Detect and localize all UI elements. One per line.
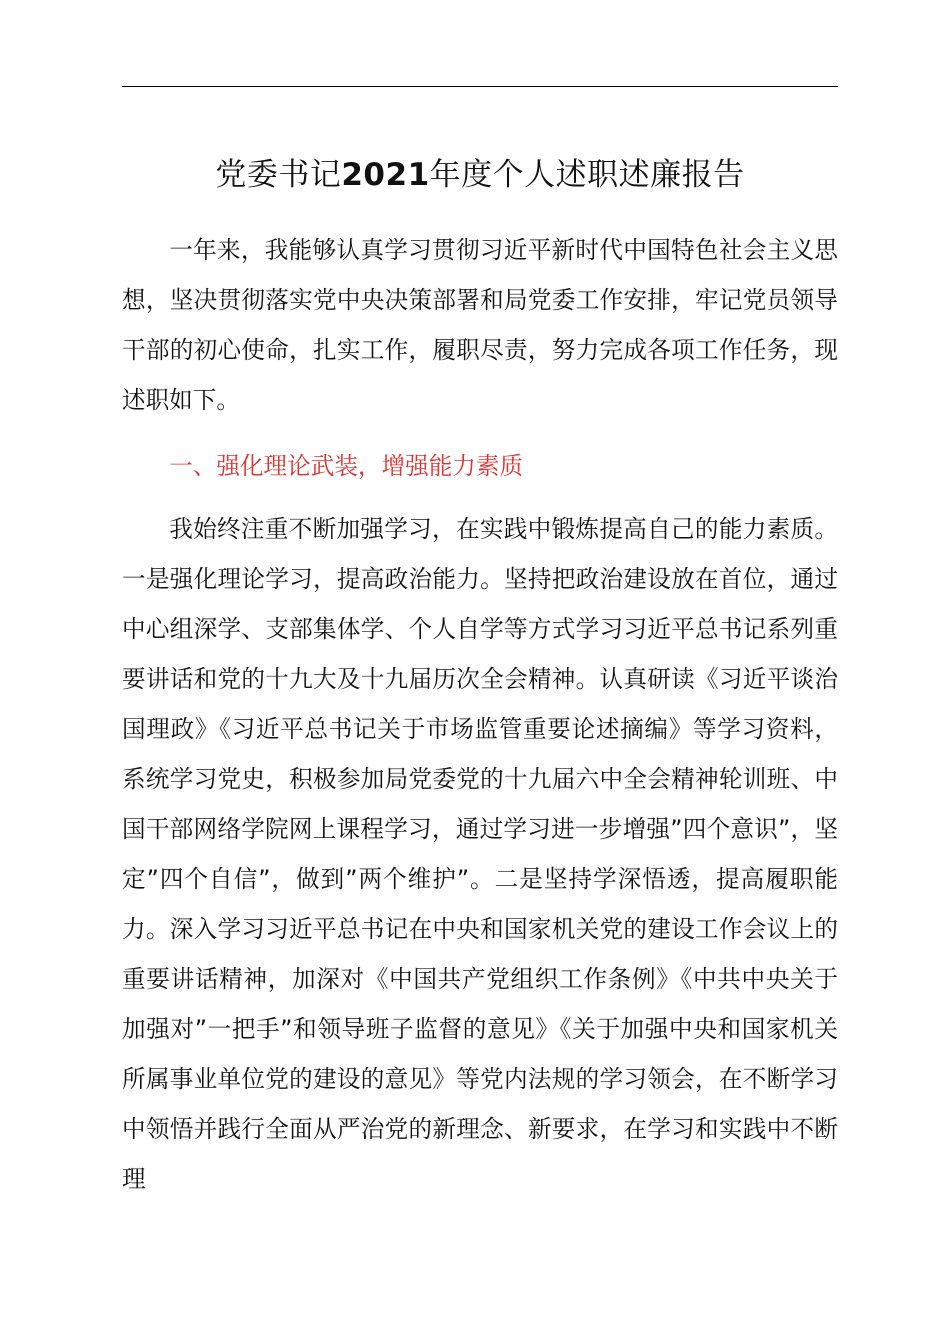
header-rule — [122, 86, 838, 87]
section-heading: 一、强化理论武装，增强能力素质 — [169, 452, 524, 480]
intro-paragraph: 一年来，我能够认真学习贯彻习近平新时代中国特色社会主义思想，坚决贯彻落实党中央决策部署和局党委工作安排，牢记党员领导干部的初心使命，扎实工作，履职尽责，努力完成各项工作任务，现述职如下。 — [122, 236, 838, 414]
section-paragraph: 我始终注重不断加强学习，在实践中锻炼提高自己的能力素质。一是强化理论学习，提高政治能力。坚持把政治建设放在首位，通过中心组深学、支部集体学、个人自学等方式学习习近平总书记系列重要讲话和党的十九大及十九届历次全会精神。认真研读《习近平谈治国理政》《习近平总书记关于市场监管重要论述摘编》等学习资料，系统学习党史，积极参加局党委党的十九届六中全会精神轮训班、中国干部网络学院网上课程学习，通过学习进一步增强”四个意识”，坚定”四个自信”，做到”两个维护”。二是坚持学深悟透，提高履职能力。深入学习习近平总书记在中央和国家机关党的建设工作会议上的重要讲话精神，加深对《中国共产党组织工作条例》《中共中央关于加强对”一把手”和领导班子监督的意见》《关于加强中央和国家机关所属事业单位党的建设的意见》等党内法规的学习领会，在不断学习中领悟并践行全面从严治党的新理念、新要求，在学习和实践中不断理 — [122, 515, 838, 1193]
title-prefix: 党委书记 — [215, 157, 342, 193]
document-title — [122, 150, 838, 200]
title-suffix: 年度个人述职述廉报告 — [429, 157, 745, 193]
title-year: 2021 — [341, 157, 430, 193]
